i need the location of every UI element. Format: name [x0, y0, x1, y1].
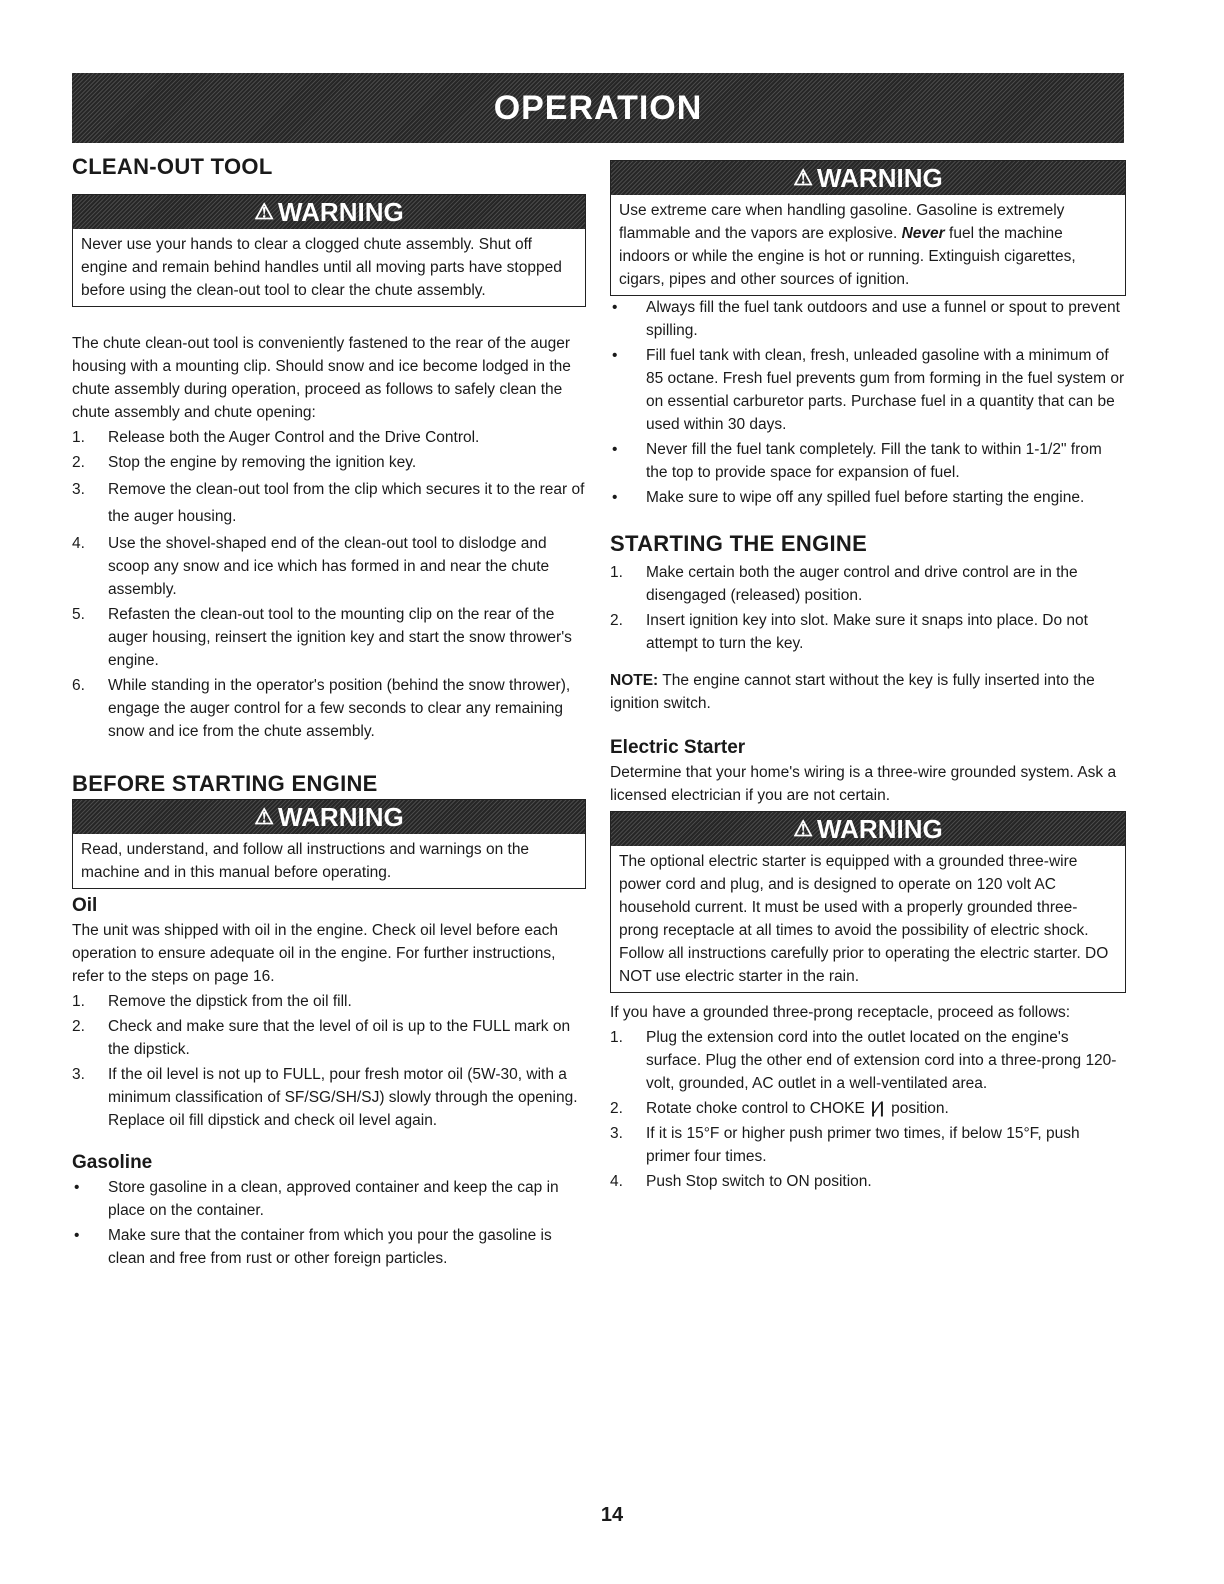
list-item: 3. If the oil level is not up to FULL, pour fresh motor oil (5W-30, with a minimum classification of SF/SG/SH/SJ) slowly through the opening. Replace oil fill dipstick and check oil level again. [72, 1066, 578, 1129]
list-item: 3. If it is 15°F or higher push primer two times, if below 15°F, push primer four times. [610, 1125, 1080, 1165]
right-column [610, 160, 1126, 1195]
list-item: 3. Remove the clean-out tool from the clip which secures it to the rear of the auger housing. [72, 481, 585, 525]
warning-triangle-icon: ⚠ [254, 199, 275, 224]
warning-label: WARNING [278, 801, 404, 832]
warning-text: Never use your hands to clear a clogged chute assembly. Shut off engine and remain behind handles until all moving parts have stopped before using the clean-out tool to clear the chute assembly. [81, 236, 562, 299]
gasoline-bullets [72, 1176, 586, 1270]
list-item: 1. Plug the extension cord into the outlet located on the engine's surface. Plug the other end of extension cord into a three-prong 120-volt, grounded, AC outlet in a well-ventilated area. [610, 1029, 1117, 1092]
list-item: • Fill fuel tank with clean, fresh, unleaded gasoline with a minimum of 85 octane. Fresh fuel prevents gum from forming in the fuel system or on essential carburetor parts. Purchase fuel in a quantity that can be used within 30 days. [612, 347, 1125, 433]
cleanout-intro: The chute clean-out tool is conveniently fastened to the rear of the auger housing with a mounting clip. Should snow and ice become lodged in the chute assembly during operation, proceed as follows to safely clean the chute assembly and chute opening: [72, 335, 571, 421]
list-item: 2. Insert ignition key into slot. Make sure it snaps into place. Do not attempt to turn the key. [610, 612, 1088, 652]
warning-text: Read, understand, and follow all instructions and warnings on the machine and in this manual before operating. [81, 841, 530, 881]
list-item: • Make sure to wipe off any spilled fuel before starting the engine. [612, 489, 1085, 506]
warning-text: Use extreme care when handling gasoline. Gasoline is extremely flammable and the vapors are explosive. Never fuel the machine indoors or while the engine is hot or running. Extinguish cigarettes, cigars, pipes and other sources of ignition. [619, 202, 1076, 288]
oil-title: Oil [72, 895, 98, 916]
warning-header [73, 800, 585, 834]
electric-steps [610, 1026, 1126, 1193]
note [610, 669, 1126, 715]
warning-header [73, 195, 585, 229]
warning-triangle-icon: ⚠ [793, 816, 814, 841]
cleanout-warning-box [72, 194, 586, 307]
warning-label: WARNING [278, 196, 404, 227]
list-item: • Make sure that the container from which you pour the gasoline is clean and free from rust or other foreign particles. [74, 1227, 552, 1267]
warning-text: The optional electric starter is equipped with a grounded three-wire power cord and plug, and is designed to operate on 120 volt AC household current. It must be used with a properly grounded three-prong receptacle at all times to avoid the possibility of electric shock. Follow all instructions carefully prior to operating the electric starter. DO NOT use electric starter in the rain. [619, 853, 1109, 985]
before-title: BEFORE STARTING ENGINE [72, 771, 378, 796]
electric-intro: Determine that your home's wiring is a three-wire grounded system. Ask a licensed electrician if you are not certain. [610, 764, 1117, 804]
electric-title: Electric Starter [610, 737, 746, 758]
page-number: 14 [600, 1504, 624, 1526]
list-item: 2. Stop the engine by removing the ignition key. [72, 454, 417, 471]
list-item: 1. Release both the Auger Control and the Drive Control. [72, 429, 480, 446]
list-item: • Store gasoline in a clean, approved container and keep the cap in place on the container. [74, 1179, 559, 1219]
note-label: NOTE: [610, 672, 659, 689]
cleanout-steps [72, 426, 586, 743]
oil-intro: The unit was shipped with oil in the engine. Check oil level before each operation to ensure adequate oil in the engine. For further instructions, refer to the steps on page 16. [72, 922, 558, 985]
starting-title: STARTING THE ENGINE [610, 531, 868, 556]
gasoline-title: Gasoline [72, 1152, 153, 1173]
list-item: • Always fill the fuel tank outdoors and use a funnel or spout to prevent spilling. [612, 299, 1120, 339]
list-item: 4. Use the shovel-shaped end of the clean-out tool to dislodge and scoop any snow and ice which has formed in and near the chute assembly. [72, 535, 550, 598]
fuel-bullets [610, 296, 1126, 509]
warning-header [611, 812, 1125, 846]
list-item: 4. Push Stop switch to ON position. [610, 1173, 872, 1190]
oil-steps [72, 990, 586, 1132]
warning-triangle-icon: ⚠ [793, 165, 814, 190]
list-item: 2. Rotate choke control to CHOKE |∕| position. [610, 1097, 1126, 1120]
warning-triangle-icon: ⚠ [254, 804, 275, 829]
list-item: 6. While standing in the operator's position (behind the snow thrower), engage the auger control for a few seconds to clear any remaining snow and ice from the chute assembly. [72, 677, 571, 740]
warning-label: WARNING [817, 813, 943, 844]
list-item: • Never fill the fuel tank completely. Fill the tank to within 1-1/2" from the top to provide space for expansion of fuel. [612, 441, 1102, 481]
cleanout-title: CLEAN-OUT TOOL [72, 154, 273, 179]
fuel-warning-box [610, 160, 1126, 296]
operation-banner [72, 73, 1124, 143]
list-item: 2. Check and make sure that the level of oil is up to the FULL mark on the dipstick. [72, 1018, 571, 1058]
list-item: 5. Refasten the clean-out tool to the mounting clip on the rear of the auger housing, reinsert the ignition key and start the snow thrower's engine. [72, 606, 572, 669]
before-warning-box [72, 799, 586, 889]
list-item: 1. Make certain both the auger control and drive control are in the disengaged (released) position. [610, 564, 1078, 604]
note-text: The engine cannot start without the key is fully inserted into the ignition switch. [610, 672, 1095, 712]
left-column [72, 150, 586, 1272]
starting-steps [610, 561, 1126, 655]
list-item: 1. Remove the dipstick from the oil fill. [72, 993, 352, 1010]
warning-label: WARNING [817, 162, 943, 193]
warning-header [611, 161, 1125, 195]
electric-warning-box [610, 811, 1126, 993]
choke-icon: |∕| [870, 1100, 886, 1117]
page-title: OPERATION [493, 88, 703, 127]
electric-lead: If you have a grounded three-prong receptacle, proceed as follows: [610, 1004, 1071, 1021]
